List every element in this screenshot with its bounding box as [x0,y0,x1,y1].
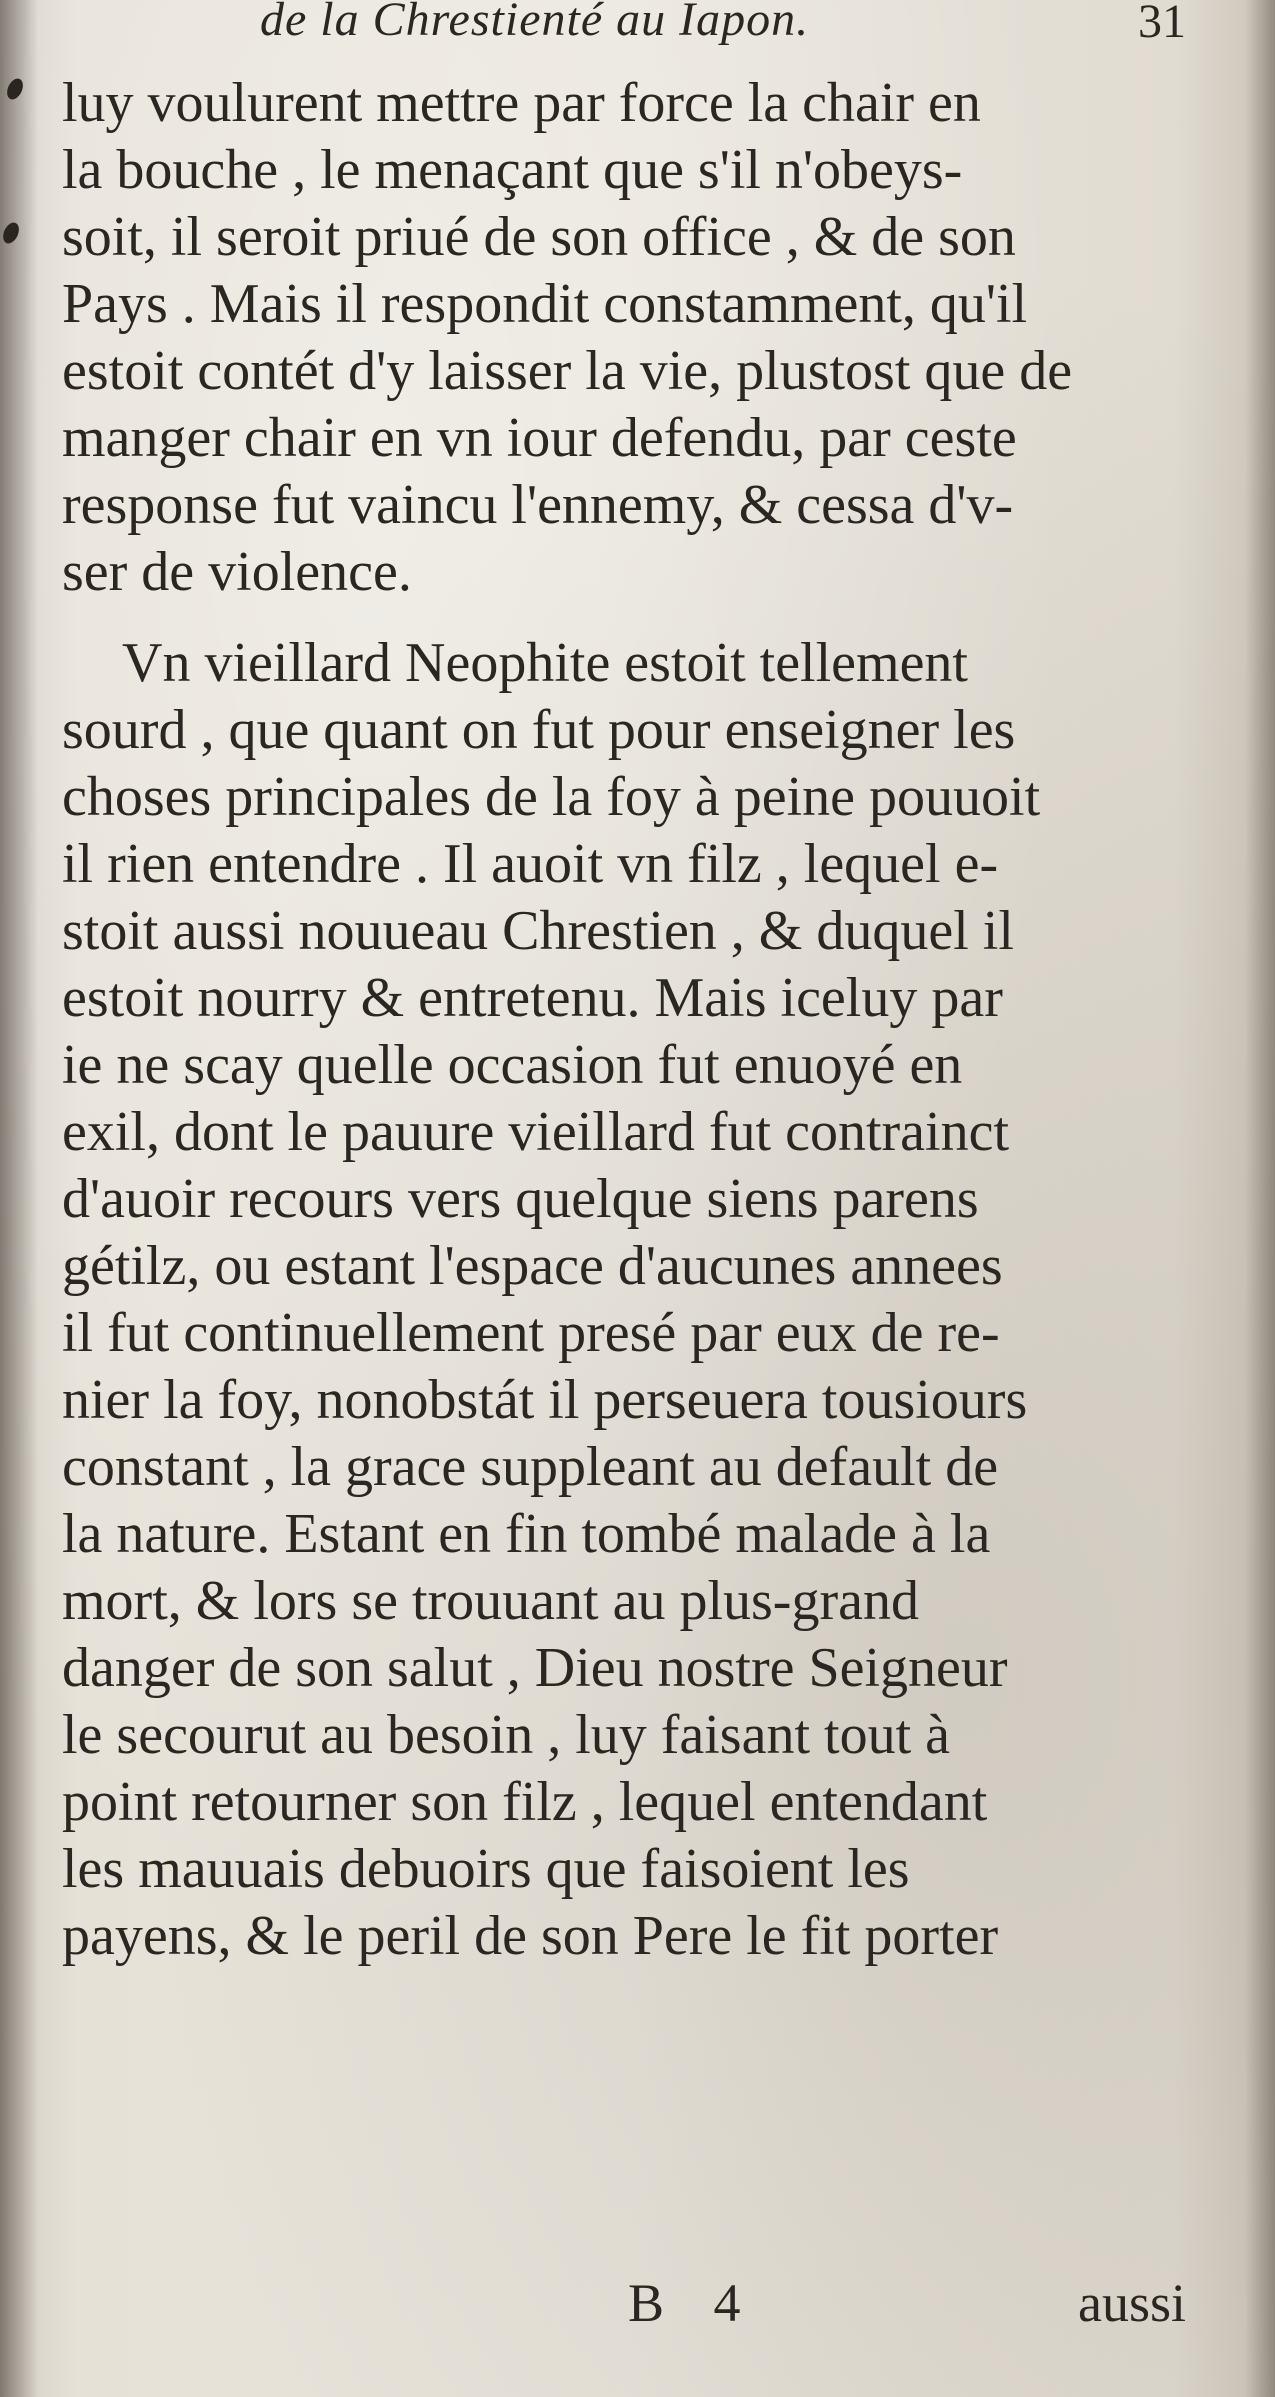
page-footer [0,2272,1275,2342]
text-line: Pays . Mais il respondit constamment, qu'il [62,273,1028,335]
running-title: de la Chrestienté au Iapon. [260,0,810,46]
text-line: payens, & le peril de son Pere le fit porter [62,1905,999,1967]
text-line: gétilz, ou estant l'espace d'aucunes annees [62,1235,1003,1297]
paragraph-gap [62,606,1212,630]
text-line: ie ne scay quelle occasion fut enuoyé en [62,1034,963,1096]
text-line: sourd , que quant on fut pour enseigner les [62,699,1016,761]
paragraph-1 [62,70,1212,606]
text-line: d'auoir recours vers quelque siens parens [62,1168,979,1230]
text-line: estoit nourry & entretenu. Mais iceluy par [62,967,1003,1029]
text-line: exil, dont le pauure vieillard fut contrainct [62,1101,1009,1163]
page-number: 31 [1138,0,1186,48]
page-edge-shadow [1245,0,1275,2397]
text-line: il fut continuellement presé par eux de re- [62,1302,1000,1364]
text-line: soit, il seroit priué de son office , & de son [62,206,1016,268]
text-line: les mauuais debuoirs que faisoient les [62,1838,910,1900]
text-line: la bouche , le menaçant que s'il n'obeys- [62,139,963,201]
text-line: nier la foy, nonobstát il perseuera tousiours [62,1369,1028,1431]
text-line: manger chair en vn iour defendu, par ceste [62,407,1017,469]
binding-shadow [0,0,38,2397]
page-header [250,0,1210,62]
catchword: aussi [1078,2273,1186,2333]
text-line: ser de violence. [62,541,412,603]
signature-mark: B 4 [628,2273,759,2333]
paragraph-2 [62,630,1212,1970]
text-line: constant , la grace suppleant au default de [62,1436,999,1498]
text-line: estoit contét d'y laisser la vie, plustost que de [62,340,1073,402]
text-line: mort, & lors se trouuant au plus-grand [62,1570,919,1632]
text-line: la nature. Estant en fin tombé malade à la [62,1503,991,1565]
text-line: le secourut au besoin , luy faisant tout à [62,1704,950,1766]
text-line: danger de son salut , Dieu nostre Seigneur [62,1637,1008,1699]
text-line: response fut vaincu l'ennemy, & cessa d'v- [62,474,1014,536]
text-block [62,70,1212,1970]
text-line: il rien entendre . Il auoit vn filz , lequel e- [62,833,999,895]
text-line: Vn vieillard Neophite estoit tellement [122,632,968,694]
text-line: luy voulurent mettre par force la chair en [62,72,981,134]
text-line: point retourner son filz , lequel entendant [62,1771,988,1833]
text-line: stoit aussi nouueau Chrestien , & duquel il [62,900,1014,962]
text-line: choses principales de la foy à peine pouuoit [62,766,1041,828]
